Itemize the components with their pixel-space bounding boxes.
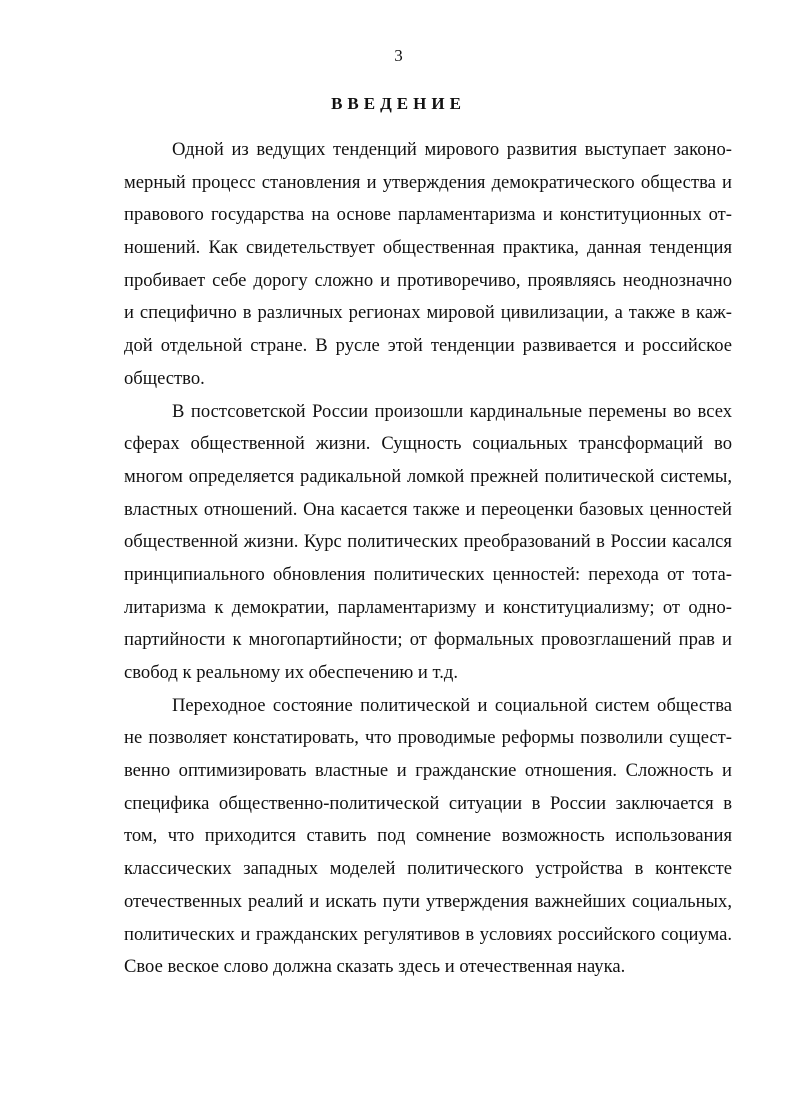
text-line: том, что приходится ставить под сомнение возможность использования: [124, 825, 732, 847]
text-line: отечественных реалий и искать пути утверждения важнейших социальных,: [124, 890, 732, 912]
text-line: сферах общественной жизни. Сущность социальных трансформаций во: [124, 433, 732, 455]
text-line: Переходное состояние политической и социальной систем общества: [172, 694, 732, 716]
text-line: пробивает себе дорогу сложно и противоречиво, проявляясь неоднозначно: [124, 269, 732, 291]
text-line: В постсоветской России произошли кардинальные перемены во всех: [172, 400, 732, 422]
text-line: дой отдельной стране. В русле этой тенденции развивается и российское: [124, 335, 732, 357]
text-line: общественной жизни. Курс политических преобразований в России касался: [124, 531, 732, 553]
text-line: свобод к реальному их обеспечению и т.д.: [124, 662, 459, 683]
page-number: 3: [394, 46, 403, 65]
text-line: венно оптимизировать властные и гражданские отношения. Сложность и: [124, 760, 732, 782]
text-line: общество.: [124, 367, 205, 389]
text-line: специфика общественно-политической ситуации в России заключается в: [124, 792, 732, 814]
paragraph-2: [124, 396, 732, 690]
text-line: литаризма к демократии, парламентаризму и конституциализму; от одно-: [124, 596, 732, 618]
text-line: принципиального обновления политических ценностей: перехода от тота-: [124, 563, 732, 585]
paragraph-1: [124, 134, 732, 396]
section-heading: ВВЕДЕНИЕ: [331, 94, 466, 113]
text-line: ношений. Как свидетельствует общественная практика, данная тенденция: [124, 237, 732, 259]
paragraph-3: [124, 690, 732, 984]
text-line: политических и гражданских регулятивов в условиях российского социума.: [124, 923, 732, 945]
text-line: не позволяет констатировать, что проводимые реформы позволили сущест-: [124, 727, 732, 749]
text-line: Одной из ведущих тенденций мирового развития выступает законо-: [172, 139, 732, 160]
body-text: [124, 134, 732, 984]
text-line: властных отношений. Она касается также и переоценки базовых ценностей: [124, 498, 732, 520]
text-line: классических западных моделей политического устройства в контексте: [124, 858, 732, 880]
text-line: многом определяется радикальной ломкой прежней политической системы,: [124, 465, 732, 487]
text-line: мерный процесс становления и утверждения демократического общества и: [124, 171, 732, 193]
text-line: Свое веское слово должна сказать здесь и отечественная наука.: [124, 956, 626, 978]
text-line: и специфично в различных регионах мировой цивилизации, а также в каж-: [124, 302, 732, 324]
text-line: правового государства на основе парламентаризма и конституционных от-: [124, 204, 732, 226]
text-line: партийности к многопартийности; от формальных провозглашений прав и: [124, 629, 732, 651]
